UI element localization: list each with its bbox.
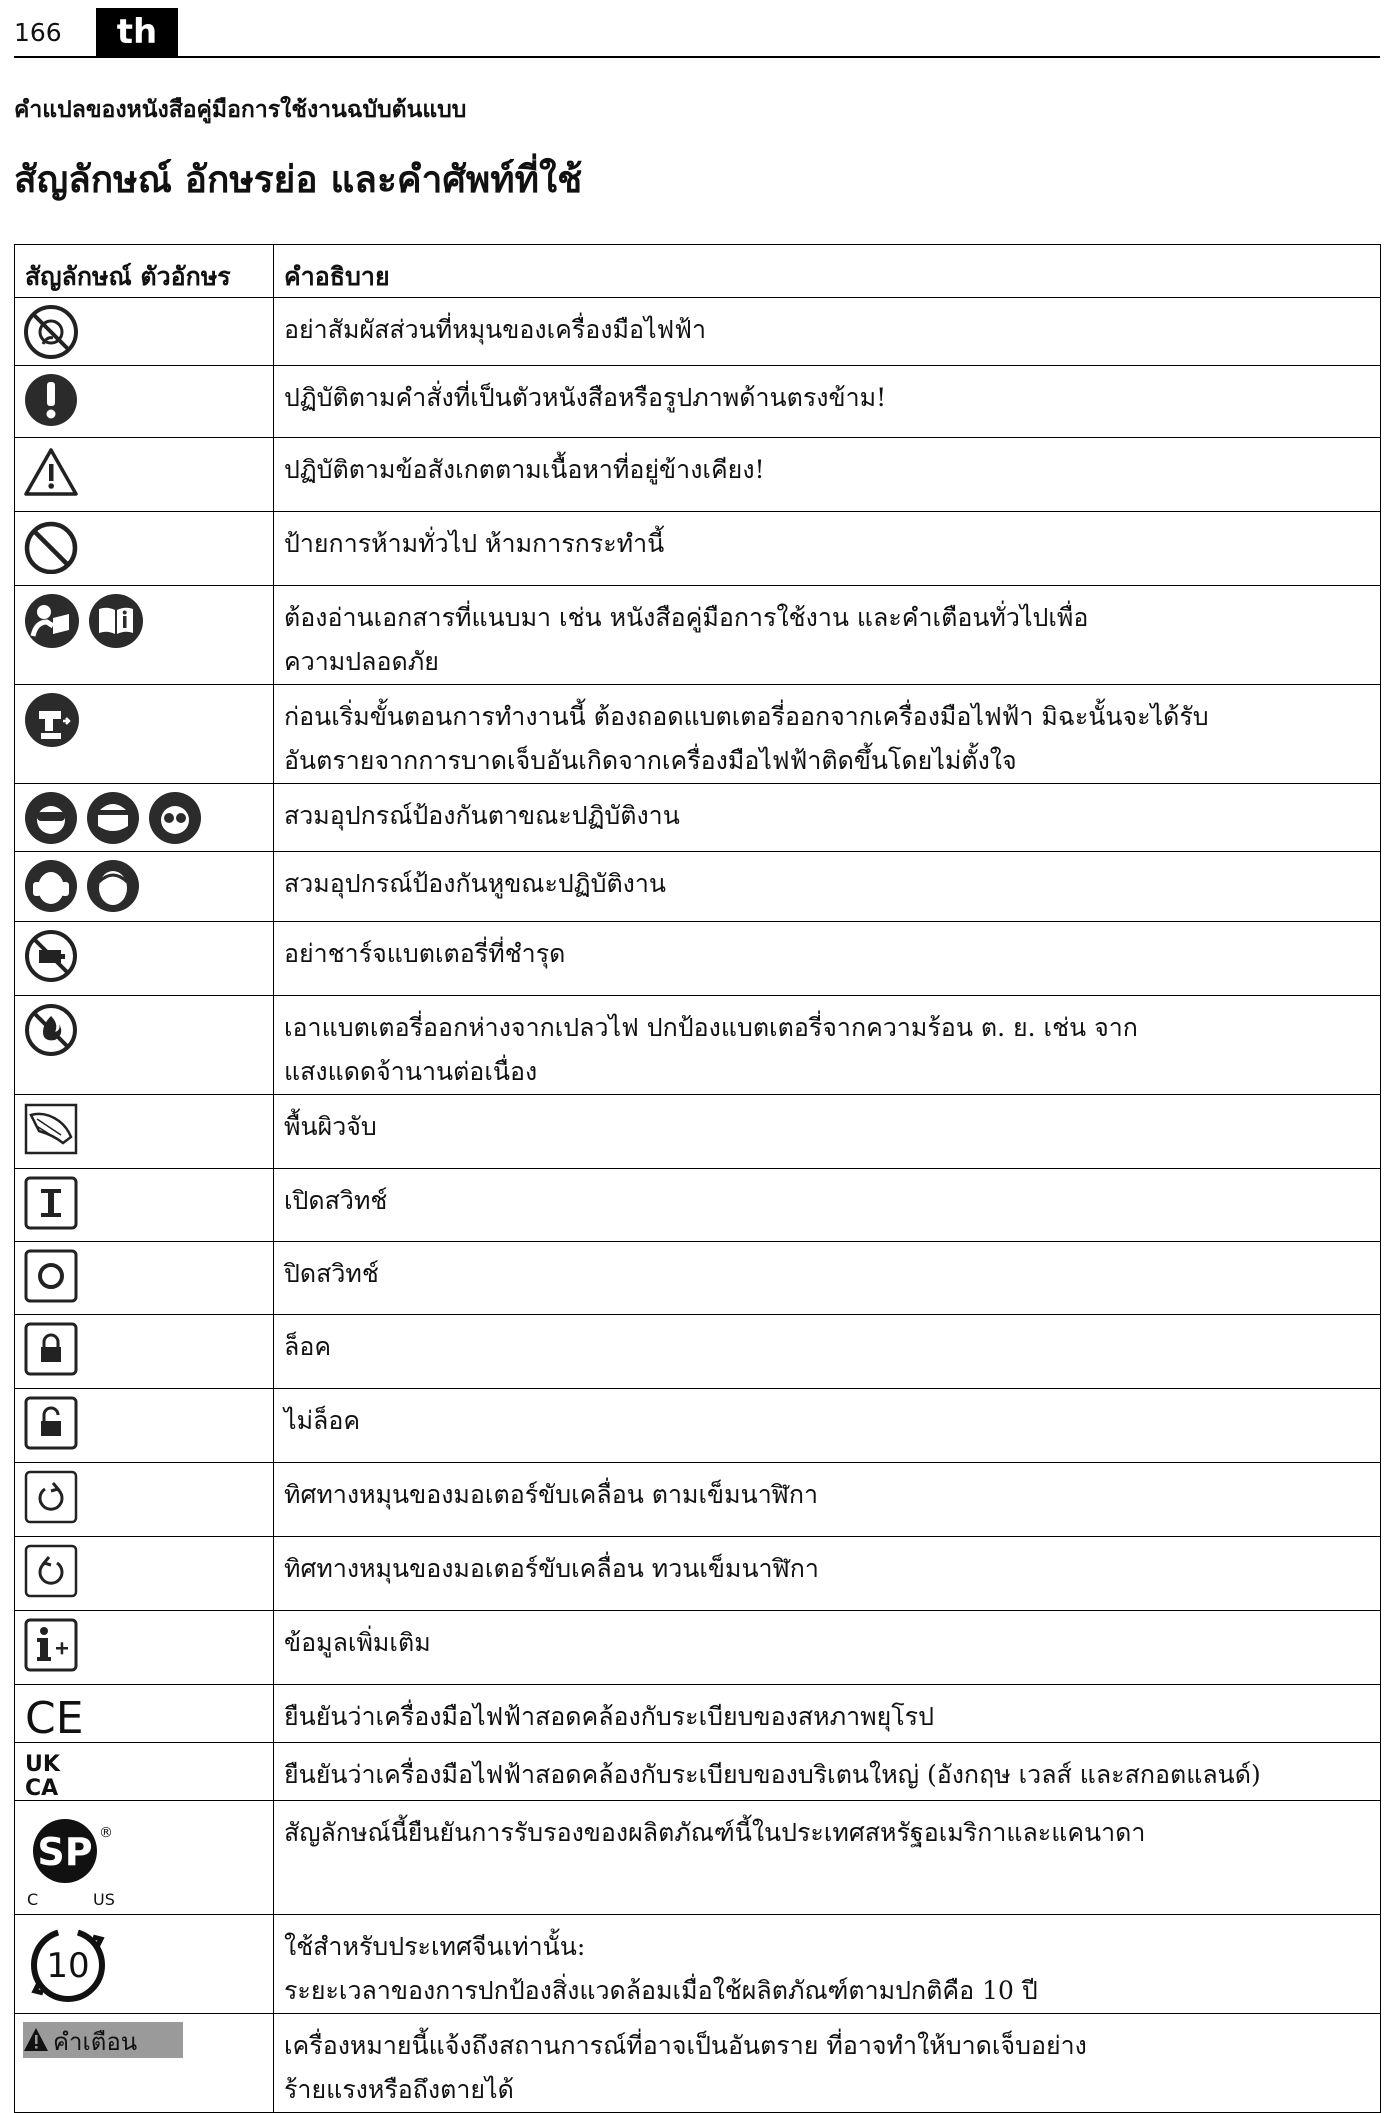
symbols-table (14, 244, 1381, 2113)
description-line: สวมอุปกรณ์ป้องกันหูขณะปฏิบัติงาน (284, 869, 667, 898)
csa-logo-text: SP (37, 1830, 93, 1874)
read-manual-icon (23, 592, 81, 650)
page-title: สัญลักษณ์ อักษรย่อ และคำศัพท์ที่ใช้ (14, 157, 583, 201)
switch-off-icon (23, 1248, 79, 1304)
no-touch-rotating-parts-icon (23, 304, 79, 360)
description-line: เปิดสวิทช์ (284, 1186, 388, 1215)
china-rohs-10-icon (23, 1921, 113, 2009)
description-line: ความปลอดภัย (284, 647, 439, 676)
description-line: เครื่องหมายนี้แจ้งถึงสถานการณ์ที่อาจเป็นอันตราย ที่อาจทำให้บาดเจ็บอย่าง (284, 2031, 1087, 2060)
no-charge-damaged-battery-icon (23, 928, 79, 984)
table-row (15, 1463, 1381, 1537)
table-row (15, 852, 1381, 922)
grip-surface-icon (23, 1101, 79, 1157)
table-row (15, 1611, 1381, 1685)
table-row (15, 1915, 1381, 2014)
table-row (15, 1169, 1381, 1242)
description-line: ทิศทางหมุนของมอเตอร์ขับเคลื่อน ทวนเข็มนาฬิกา (284, 1554, 819, 1583)
csa-left-text: C (27, 1890, 39, 1909)
description-line: แสงแดดจ้านานต่อเนื่อง (284, 1057, 538, 1086)
table-row (15, 512, 1381, 586)
table-row (15, 1389, 1381, 1463)
ear-muffs-icon (85, 858, 141, 914)
description-line: อย่าชาร์จแบตเตอรี่ที่ชำรุด (284, 939, 566, 968)
table-row (15, 438, 1381, 512)
prohibition-icon (23, 518, 79, 574)
ce-mark-text: CE (25, 1693, 84, 1741)
description-line: ปิดสวิทช์ (284, 1259, 379, 1288)
table-row (15, 298, 1381, 366)
warning-triangle-icon (23, 444, 79, 500)
description-line: ป้ายการห้ามทั่วไป ห้ามการกระทำนี้ (284, 529, 665, 558)
description-line: สวมอุปกรณ์ป้องกันตาขณะปฏิบัติงาน (284, 801, 680, 830)
table-row (15, 366, 1381, 438)
table-row (15, 1315, 1381, 1389)
column-header-symbol: สัญลักษณ์ ตัวอักษร (15, 245, 274, 298)
no-fire-battery-icon (23, 1002, 79, 1058)
table-row (15, 1537, 1381, 1611)
description-line: ร้ายแรงหรือถึงตายได้ (284, 2075, 514, 2104)
ukca-mark-icon (23, 1749, 79, 1799)
switch-on-icon (23, 1175, 79, 1231)
additional-info-icon (23, 1617, 79, 1673)
description-line: อันตรายจากการบาดเจ็บอันเกิดจากเครื่องมือไฟฟ้าติดขึ้นโดยไม่ตั้งใจ (284, 746, 1017, 775)
header-rule (14, 56, 1380, 58)
remove-battery-icon (23, 691, 81, 749)
table-row (15, 996, 1381, 1095)
description-line: ทิศทางหมุนของมอเตอร์ขับเคลื่อน ตามเข็มนาฬิกา (284, 1480, 819, 1509)
description-line: ไม่ล็อค (284, 1406, 361, 1435)
document-subtitle: คำแปลของหนังสือคู่มือการใช้งานฉบับต้นแบบ (14, 96, 467, 123)
page-number: 166 (14, 18, 62, 47)
table-row (15, 1685, 1381, 1743)
csa-registered-text: ® (99, 1825, 113, 1841)
rotation-clockwise-icon (23, 1469, 79, 1525)
warning-label-text: คำเตือน (53, 2028, 138, 2056)
safety-goggles-icon (23, 790, 79, 846)
description-line: ก่อนเริ่มขั้นตอนการทำงานนี้ ต้องถอดแบตเตอรี่ออกจากเครื่องมือไฟฟ้า มิฉะนั้นจะได้รับ (284, 702, 1209, 731)
ukca-top-text: UK (25, 1752, 60, 1777)
description-line: ปฏิบัติตามข้อสังเกตตามเนื้อหาที่อยู่ข้างเคียง! (284, 455, 765, 484)
description-line: พื้นผิวจับ (284, 1112, 377, 1141)
description-line: ข้อมูลเพิ่มเติม (284, 1628, 431, 1657)
column-header-description: คำอธิบาย (274, 245, 1381, 298)
description-line: ปฏิบัติตามคำสั่งที่เป็นตัวหนังสือหรือรูปภาพด้านตรงข้าม! (284, 383, 887, 412)
rohs-years-text: 10 (46, 1946, 90, 1986)
table-row (15, 685, 1381, 784)
warning-label-icon (23, 2020, 183, 2060)
table-row (15, 784, 1381, 852)
info-book-icon (87, 592, 145, 650)
table-row (15, 1242, 1381, 1315)
description-line: ยืนยันว่าเครื่องมือไฟฟ้าสอดคล้องกับระเบียบของสหภาพยุโรป (284, 1702, 934, 1731)
rotation-counterclockwise-icon (23, 1543, 79, 1599)
lock-icon (23, 1321, 79, 1377)
mandatory-exclamation-icon (23, 372, 79, 428)
csa-us-mark-icon (23, 1807, 133, 1911)
unlock-icon (23, 1395, 79, 1451)
ukca-bottom-text: CA (25, 1776, 59, 1799)
description-line: สัญลักษณ์นี้ยืนยันการรับรองของผลิตภัณฑ์นี้ในประเทศสหรัฐอเมริกาและแคนาดา (284, 1818, 1146, 1847)
description-line: ใช้สำหรับประเทศจีนเท่านั้น: (284, 1932, 586, 1961)
table-row (15, 1095, 1381, 1169)
description-line: ล็อค (284, 1332, 332, 1361)
description-line: ต้องอ่านเอกสารที่แนบมา เช่น หนังสือคู่มือการใช้งาน และคำเตือนทั่วไปเพื่อ (284, 603, 1089, 632)
description-line: ระยะเวลาของการปกป้องสิ่งแวดล้อมเมื่อใช้ผลิตภัณฑ์ตามปกติคือ 10 ปี (284, 1976, 1038, 2005)
table-header-row (15, 245, 1381, 298)
table-row (15, 2014, 1381, 2113)
table-row (15, 1801, 1381, 1915)
table-row (15, 922, 1381, 996)
ear-protection-icon (23, 858, 79, 914)
description-line: ยืนยันว่าเครื่องมือไฟฟ้าสอดคล้องกับระเบียบของบริเตนใหญ่ (อังกฤษ เวลส์ และสกอตแลนด์) (284, 1760, 1261, 1789)
language-tab: th (96, 8, 178, 56)
table-row (15, 586, 1381, 685)
description-line: อย่าสัมผัสส่วนที่หมุนของเครื่องมือไฟฟ้า (284, 315, 706, 344)
safety-glasses-icon (147, 790, 203, 846)
page-header (0, 0, 1380, 58)
description-line: เอาแบตเตอรี่ออกห่างจากเปลวไฟ ปกป้องแบตเตอรี่จากความร้อน ต. ย. เช่น จาก (284, 1013, 1138, 1042)
face-shield-icon (85, 790, 141, 846)
table-row (15, 1743, 1381, 1801)
csa-right-text: US (93, 1890, 115, 1909)
ce-mark-icon (23, 1691, 95, 1741)
